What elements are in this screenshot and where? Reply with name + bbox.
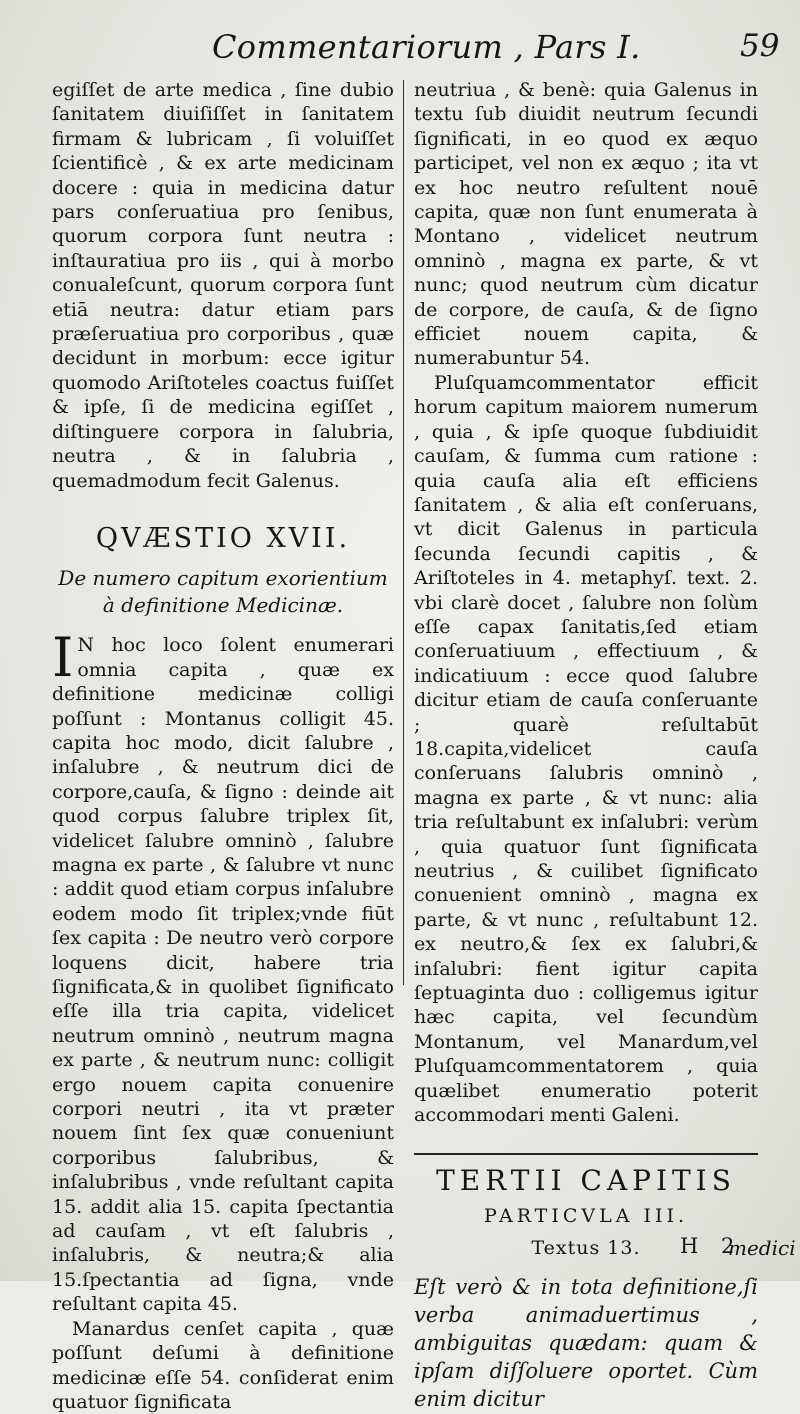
textus-body: Eſt verò & in tota definitione,ſi verba animaduertimus , ambiguitas quædam: quam & ipſam diſſoluere oportet. Cùm enim dicitur: [414, 1274, 758, 1411]
right-column: [414, 78, 758, 1413]
right-paragraph-1: neutriua , & benè: quia Galenus in textu ſub diuidit neutrum ſecundi ſignificati, in eo quod ex æquo participet, vel non ex æquo ; ita vt ex hoc neutro reſultent nouē capita, quæ non ſunt enumerata à Montano , videlicet neutrum omninò , magna ex parte, & vt nunc; quod neutrum cùm dicatur de corpore, de cauſa, & de ſigno efficiet nouem capita, & numerabuntur 54.: [414, 79, 758, 370]
textus-label: Textus 13.: [531, 1237, 641, 1260]
left-paragraph-3: Manardus cenſet capita , quæ poſſunt deſumi à definitione medicinæ eſſe 54. conſiderat enim quatuor ſignificata: [52, 1317, 394, 1413]
section-subheading: PARTICVLA III.: [483, 1204, 689, 1227]
question-subtitle-line-2: à definitione Medicinæ.: [102, 593, 344, 618]
question-subtitle: [52, 565, 394, 619]
section-heading: TERTII CAPITIS: [436, 1164, 736, 1198]
catchword: medici: [728, 1236, 796, 1260]
right-paragraph-2: Pluſquamcommentator efficit horum capitum maiorem numerum , quia , & ipſe quoque ſubdiuidit cauſam, & ſumma cum ratione : quia cauſa alia eſt efficiens ſanitatem , & alia eſt conſeruans, vt dicit Galenus in particula ſecunda ſecundi capitis , & Ariſtoteles in 4. metaphyſ. text. 2. vbi clarè docet , ſalubre non ſolùm eſſe capax ſanitatis,ſed etiam conſeruatiuum , effectiuum , & indicatiuum : ecce quod ſalubre dicitur etiam de cauſa conſeruante ; quarè reſultabūt 18.capita,videlicet cauſa conſeruans ſalubris omninò , magna ex parte , & vt nunc: alia tria reſultabunt ex inſalubri: verùm , quia quatuor ſunt ſignificata neutrius , & cuilibet ſignificato conuenient omninò , magna ex parte, & vt nunc , reſultabunt 12. ex neutro,& ſex ex ſalubri,& inſalubri: fient igitur capita ſeptuaginta duo : colligemus igitur hæc capita, vel ſecundùm Montanum, vel Manardum,vel Pluſquamcommentatorem , quia quælibet enumeratio poterit accommodari menti Galeni.: [414, 371, 758, 1127]
question-heading: QVÆSTIO XVII.: [95, 522, 351, 554]
section-rule: [414, 1153, 758, 1155]
left-paragraph-2: [52, 626, 394, 1316]
left-column: [52, 78, 394, 1414]
signature-mark: H 2: [680, 1234, 743, 1258]
left-paragraph-1: egiſſet de arte medica , ſine dubio ſanitatem diuiſiſſet in ſanitatem firmam & lubricam , ſi voluiſſet ſcientificè , & ex arte medicinam docere : quia in medicina datur pars conſeruatiua pro ſenibus, quorum corpora ſunt neutra : inſtauratiua pro iis , qui à morbo conualeſcunt, quorum corpora ſunt etiā neutra: datur etiam pars præſeruatiua pro corporibus , quæ decidunt in morbum: ecce igitur quomodo Ariſtoteles coactus fuiſſet & ipſe, ſi de medicina egiſſet , diſtinguere corpora in ſalubria, neutra , & in ſalubria , quemadmodum fecit Galenus.: [52, 79, 394, 492]
page-header: [0, 26, 800, 72]
left-paragraph-2-text: N hoc loco ſolent enumerari omnia capita , quæ ex definitione medicinæ colligi poſſunt : Montanus colligit 45. capita hoc modo, dicit ſalubre , inſalubre , & neutrum dici de corpore,cauſa, & ſigno : deinde ait quod corpus ſalubre triplex ſit, videlicet ſalubre omninò , ſalubre magna ex parte , & ſalubre vt nunc : addit quod etiam corpus inſalubre eodem modo ſit triplex;vnde fiūt ſex capita : De neutro verò corpore loquens dicit, habere tria ſignificata,& in quolibet ſignificato eſſe illa tria capita, videlicet neutrum omninò , neutrum magna ex parte , & neutrum nunc: colligit ergo nouem capita conuenire corpori neutri , ita vt præter nouem ſint ſex quæ conueniunt corporibus ſalubribus, & inſalubribus , vnde reſultant capita 15. addit alia 15. capita ſpectantia ad cauſam , vt eſt ſalubris , inſalubris, & neutra;& alia 15.ſpectantia ad ſigna, vnde reſultant capita 45.: [52, 634, 394, 1316]
drop-cap: I: [52, 626, 74, 690]
running-head: Commentariorum , Pars I.: [212, 28, 641, 66]
question-subtitle-line-1: De numero capitum exorientium: [58, 566, 388, 591]
page-number: 59: [740, 28, 780, 64]
column-divider: [403, 80, 404, 985]
